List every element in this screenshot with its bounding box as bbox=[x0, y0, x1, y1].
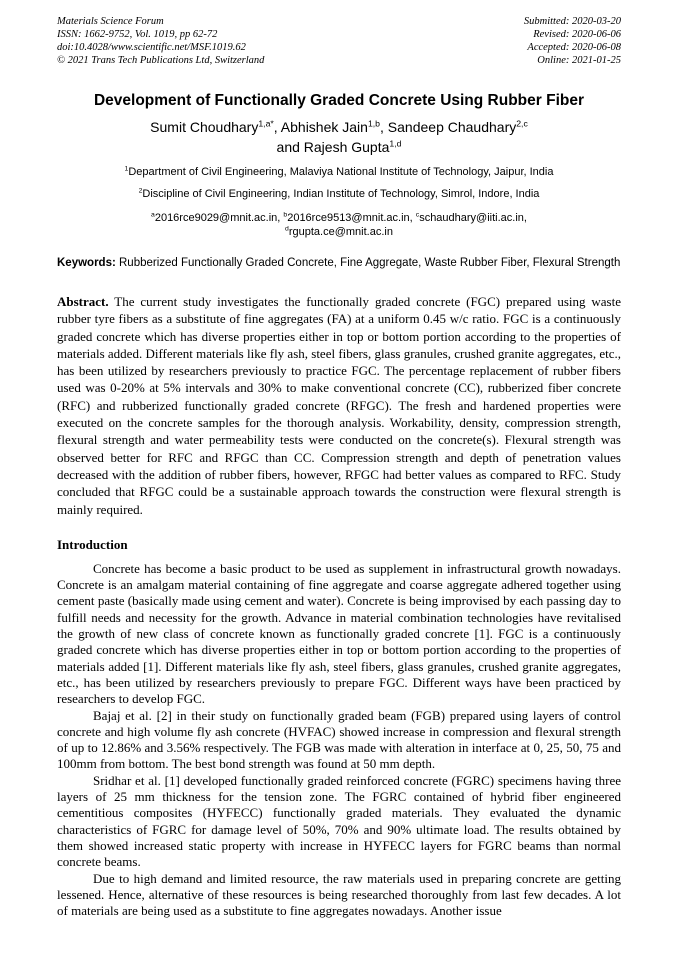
keywords-block bbox=[57, 256, 621, 271]
email-address: rgupta.ce@mnit.ac.in bbox=[288, 226, 393, 238]
author-name: and Rajesh Gupta bbox=[276, 139, 390, 155]
author-name: , Sandeep Chaudhary bbox=[380, 119, 517, 135]
author-affiliation-mark: 1,a* bbox=[258, 118, 274, 129]
email-mark: a bbox=[151, 211, 155, 219]
author-line-1 bbox=[57, 117, 621, 137]
email-mark: d bbox=[285, 225, 289, 233]
author-affiliation-mark: 1,b bbox=[367, 118, 381, 129]
email-line-1 bbox=[57, 211, 621, 225]
email-address: 2016rce9513@mnit.ac.in, bbox=[287, 212, 416, 224]
affiliation-2 bbox=[57, 188, 621, 201]
intro-paragraph-2: Bajaj et al. [2] in their study on functionally graded beam (FGB) prepared using layers of control concrete and high volume fly ash concrete (HVFAC) showed increase in compression and flexural strength of up to 12.86% and 3.56% respectively. The FGB was made with alteration in interface at 0, 25, 50, 75 and 100mm from bottom. The best bond strength was found at 50 mm depth. bbox=[57, 707, 621, 772]
section-heading-introduction: Introduction bbox=[57, 536, 128, 552]
email-line-2 bbox=[57, 225, 621, 239]
intro-paragraph-1: Concrete has become a basic product to be used as supplement in infrastructural growth nowadays. Concrete is an amalgam material containing of fine aggregate and coarse aggregate adhered together using cement paste (basically made using cement and water). Concrete is being improvised by each passing day to fulfill needs and necessity for the growth. Advance in material combination technologies have revitalised the growth of new class of concrete known as functionally graded concrete [1]. FGC is a continuously graded concrete which has diverse properties either in top or bottom portion according to the properties of materials added [1]. Different materials like fly ash, steel fibers, glass granules, crushed granite aggregates, etc., has been utilized by researchers previously to prepare FGC. Different ways have been practiced by researchers to develop FGC. bbox=[57, 560, 621, 707]
author-emails bbox=[57, 211, 621, 239]
email-mark: b bbox=[283, 211, 288, 219]
online-date: Online: 2021-01-25 bbox=[537, 55, 621, 66]
author-list bbox=[57, 117, 621, 157]
author-affiliation-mark: 2,c bbox=[516, 118, 528, 129]
journal-name: Materials Science Forum bbox=[57, 16, 164, 27]
email-address: schaudhary@iiti.ac.in, bbox=[419, 212, 527, 224]
affiliation-1 bbox=[57, 166, 621, 179]
author-line-2 bbox=[57, 137, 621, 157]
intro-paragraph-4: Due to high demand and limited resource, the raw materials used in preparing concrete are getting lessened. Hence, alternative of these resources is being researched thoroughly from last few decades. A lot of materials are being used as a substitute to fine aggregates nowadays. Another issue bbox=[57, 870, 621, 919]
intro-paragraph-3: Sridhar et al. [1] developed functionally graded reinforced concrete (FGRC) specimens having three layers of 25 mm thickness for the tension zone. The FGRC contained of hybrid fiber engineered cementitious composites (HYFECC) functionally graded materials. They evaluated the dynamic characteristics of FGRC for damage level of 50%, 70% and 90% ultimate load. The results obtained by them showed increased static property with increase in HYFECC layers for FGRC beams than normal concrete beams. bbox=[57, 772, 621, 870]
author-affiliation-mark: 1,d bbox=[389, 138, 402, 149]
keywords-label: Keywords: bbox=[57, 257, 116, 269]
abstract-block bbox=[57, 293, 621, 518]
journal-issn-volume: ISSN: 1662-9752, Vol. 1019, pp 62-72 bbox=[57, 29, 218, 40]
journal-header-right bbox=[524, 15, 621, 67]
revised-date: Revised: 2020-06-06 bbox=[533, 29, 621, 40]
journal-header bbox=[57, 15, 621, 67]
journal-copyright: © 2021 Trans Tech Publications Ltd, Switzerland bbox=[57, 55, 265, 66]
email-address: 2016rce9029@mnit.ac.in, bbox=[154, 212, 284, 224]
affiliation-text: Discipline of Civil Engineering, Indian Institute of Technology, Simrol, Indore, India bbox=[142, 188, 540, 200]
abstract-text: The current study investigates the functionally graded concrete (FGC) prepared using waste rubber tyre fibers as a substitute of fine aggregates (FA) at a uniform 0.45 w/c ratio. FGC is a continuously graded concrete which has diverse properties either in top or bottom portion according to the properties of materials added. Different materials like fly ash, steel fibers, glass granules, crushed granite aggregates, etc., has been utilized by researchers previously to practice FGC. The percentage replacement of rubber fibers used was 0-20% at 5% intervals and 30% to make conventional concrete (CC), rubberized fiber concrete (RFC) and rubberized functionally graded concrete (RFGC). The fresh and hardened properties were executed on the concrete samples for the thorough analysis. Workability, density, compression strength, flexural strength and water permeability tests were conducted on the concrete(s). Flexural strength was observed better for RFC and RFGC than CC. Compression strength and depth of penetration values decreased with the addition of rubber fibers, however, RFGC had better values as compared to RFC. Study concluded that RFGC could be a sustainable approach towards the construction were flexural strength is mainly required. bbox=[57, 294, 621, 517]
affiliation-mark: 2 bbox=[138, 187, 143, 195]
abstract-label: Abstract. bbox=[57, 294, 109, 309]
submitted-date: Submitted: 2020-03-20 bbox=[523, 16, 621, 27]
journal-header-left bbox=[57, 15, 264, 67]
affiliation-mark: 1 bbox=[124, 165, 129, 173]
accepted-date: Accepted: 2020-06-08 bbox=[527, 42, 621, 53]
affiliation-text: Department of Civil Engineering, Malaviya National Institute of Technology, Jaipur, India bbox=[128, 166, 554, 178]
author-name: Sumit Choudhary bbox=[150, 119, 259, 135]
paper-title: Development of Functionally Graded Concrete Using Rubber Fiber bbox=[93, 92, 585, 109]
journal-doi: doi:10.4028/www.scientific.net/MSF.1019.62 bbox=[57, 42, 246, 53]
author-name: , Abhishek Jain bbox=[273, 119, 368, 135]
email-mark: c bbox=[415, 211, 420, 219]
keywords-text: Rubberized Functionally Graded Concrete, Fine Aggregate, Waste Rubber Fiber, Flexural Strength bbox=[115, 257, 621, 269]
